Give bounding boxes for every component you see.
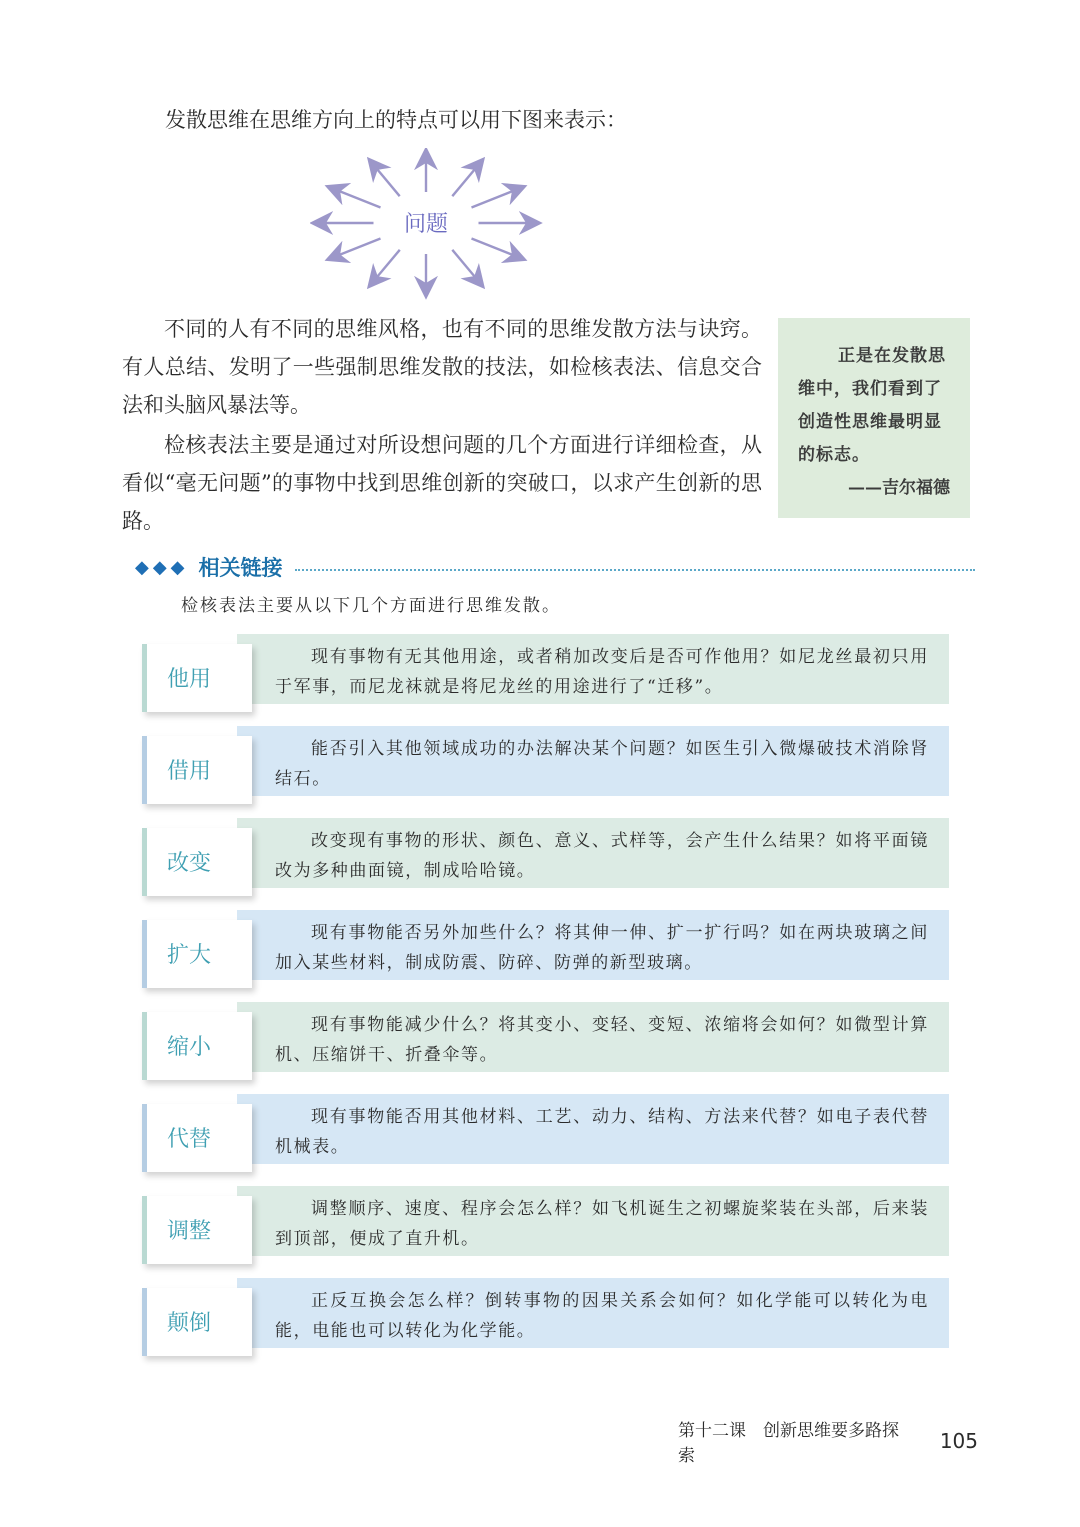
checklist-item: [142, 1186, 952, 1278]
item-text: 现有事物能否另外加些什么？将其伸一伸、扩一扩行吗？如在两块玻璃之间加入某些材料，制成防震、防碎、防弹的新型玻璃。: [275, 923, 929, 973]
item-tab: [142, 1104, 252, 1172]
item-text: 调整顺序、速度、程序会怎么样？如飞机诞生之初螺旋桨装在头部，后来装到顶部，便成了直升机。: [275, 1199, 929, 1249]
item-description-box: [237, 1002, 949, 1072]
related-links-header: [135, 552, 975, 582]
section-title: 相关链接: [198, 556, 283, 580]
checklist-items: [142, 634, 952, 1370]
page-footer: [678, 1421, 978, 1466]
item-description-box: [237, 1094, 949, 1164]
checklist-item: [142, 1002, 952, 1094]
item-description-box: [237, 1186, 949, 1256]
item-label: 代替: [167, 1127, 212, 1152]
diagram-center-label: 问题: [403, 212, 449, 237]
item-description-box: [237, 726, 949, 796]
link-intro-text: 检核表法主要从以下几个方面进行思维发散。: [181, 596, 561, 616]
divergent-thinking-diagram: [310, 148, 550, 303]
item-text: 正反互换会怎么样？倒转事物的因果关系会如何？如化学能可以转化为电能，电能也可以转化为化学能。: [275, 1291, 929, 1341]
item-label: 调整: [167, 1219, 212, 1244]
paragraph-1: 不同的人有不同的思维风格，也有不同的思维发散方法与诀窍。有人总结、发明了一些强制思维发散的技法，如检核表法、信息交合法和头脑风暴法等。: [122, 317, 762, 417]
item-text: 现有事物能否用其他材料、工艺、动力、结构、方法来代替？如电子表代替机械表。: [275, 1107, 929, 1157]
item-text: 能否引入其他领域成功的办法解决某个问题？如医生引入微爆破技术消除肾结石。: [275, 739, 929, 789]
quote-sidebar: [778, 318, 970, 518]
body-paragraphs: [122, 310, 762, 542]
item-label: 借用: [167, 759, 212, 784]
diamond-markers-icon: ◆◆◆: [135, 556, 189, 578]
item-tab: [142, 1012, 252, 1080]
checklist-item: [142, 634, 952, 726]
item-tab: [142, 1288, 252, 1356]
item-tab: [142, 1196, 252, 1264]
arrow-icon: [452, 250, 482, 286]
checklist-item: [142, 818, 952, 910]
dotted-divider: [295, 569, 975, 571]
item-tab: [142, 736, 252, 804]
quote-author: ——吉尔福德: [848, 478, 950, 498]
item-text: 改变现有事物的形状、颜色、意义、式样等，会产生什么结果？如将平面镜改为多种曲面镜，制成哈哈镜。: [275, 831, 929, 881]
checklist-item: [142, 910, 952, 1002]
item-label: 他用: [167, 667, 212, 692]
arrow-icon: [452, 161, 482, 197]
arrow-icon: [329, 187, 381, 208]
item-label: 扩大: [167, 943, 212, 968]
arrow-icon: [370, 250, 400, 286]
item-tab: [142, 920, 252, 988]
checklist-item: [142, 1278, 952, 1370]
intro-text: 发散思维在思维方向上的特点可以用下图来表示：: [165, 108, 627, 132]
checklist-item: [142, 726, 952, 818]
item-label: 改变: [167, 851, 212, 876]
item-description-box: [237, 1278, 949, 1348]
item-label: 颠倒: [167, 1311, 212, 1336]
item-text: 现有事物有无其他用途，或者稍加改变后是否可作他用？如尼龙丝最初只用于军事，而尼龙袜就是将尼龙丝的用途进行了“迁移”。: [275, 647, 929, 697]
page-number: 105: [939, 1429, 978, 1453]
chapter-title: 第十二课 创新思维要多路探索: [678, 1421, 899, 1466]
paragraph-2: 检核表法主要是通过对所设想问题的几个方面进行详细检查，从看似“毫无问题”的事物中找到思维创新的突破口，以求产生创新的思路。: [122, 433, 762, 533]
item-description-box: [237, 910, 949, 980]
checklist-item: [142, 1094, 952, 1186]
arrow-icon: [370, 161, 400, 197]
arrow-icon: [472, 239, 524, 260]
arrow-icon: [329, 239, 381, 260]
item-description-box: [237, 818, 949, 888]
item-tab: [142, 828, 252, 896]
item-tab: [142, 644, 252, 712]
item-text: 现有事物能减少什么？将其变小、变轻、变短、浓缩将会如何？如微型计算机、压缩饼干、折叠伞等。: [275, 1015, 929, 1065]
item-label: 缩小: [167, 1035, 212, 1060]
item-description-box: [237, 634, 949, 704]
arrow-icon: [472, 187, 524, 208]
quote-text: 正是在发散思维中，我们看到了创造性思维最明显的标志。: [798, 346, 946, 465]
